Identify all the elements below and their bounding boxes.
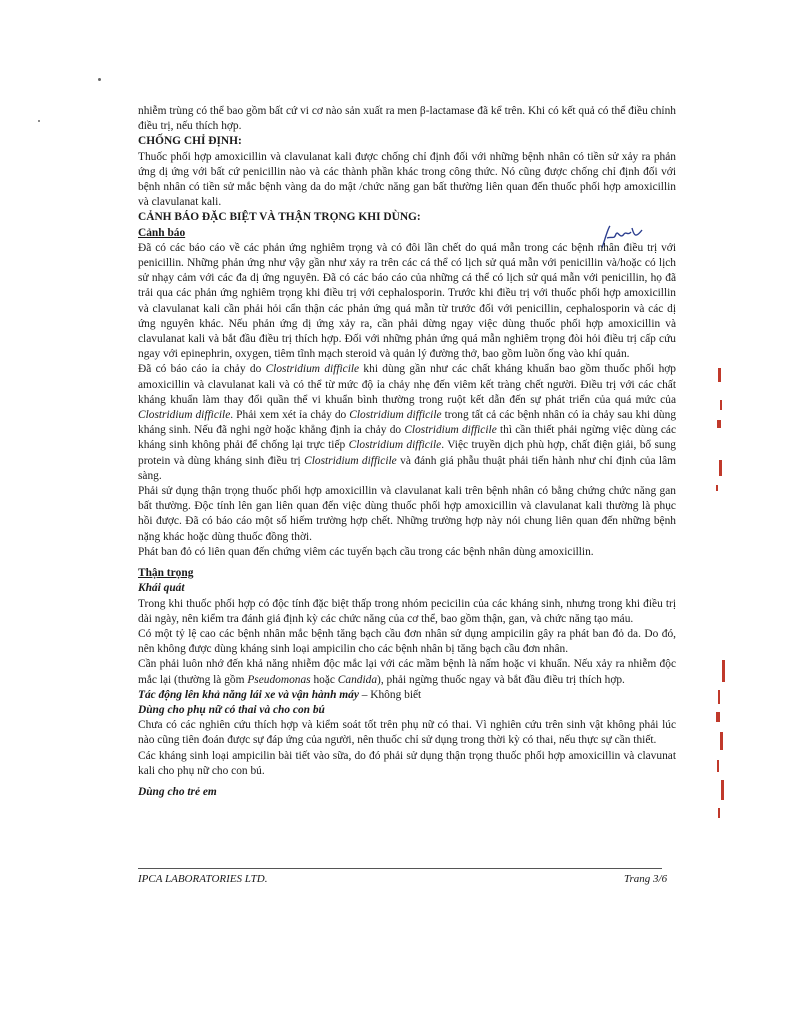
organism-name: Clostridium difficile xyxy=(304,454,397,467)
organism-name: Candida xyxy=(337,673,378,686)
organism-name: Clostridium difficile xyxy=(404,424,497,437)
contraindications-text: Thuốc phối hợp amoxicillin và clavulanat kali được chống chỉ định đối với những bệnh nhân có tiền sử xảy ra phản ứng dị ứng với bất cứ penicillin nào và các thành phần khác trong công thức. Nó cũng được chống chỉ định đối với bệnh nhân có tiền sử mắc bệnh vàng da do mật /chức năng gan bất thường liên quan đến thuốc phối hợp amoxicillin và clavulanat kali. xyxy=(138,150,676,209)
pregnancy-heading: Dùng cho phụ nữ có thai và cho con bú xyxy=(138,703,325,716)
scan-speck xyxy=(38,120,40,122)
warnings-paragraph-2 xyxy=(138,362,676,484)
organism-name: Clostridium difficile xyxy=(348,439,442,452)
pregnancy-paragraph-2: Các kháng sinh loại ampicilin bài tiết vào sữa, do đó phải sử dụng thận trọng thuốc phối hợp amoxicillin và clavunat kali cho phụ nữ cho con bú. xyxy=(138,749,676,777)
footer-company: IPCA LABORATORIES LTD. xyxy=(138,873,268,885)
warnings-subheading: Cảnh báo xyxy=(138,226,186,239)
footer-divider xyxy=(138,868,662,869)
text-run: thì cần thiết phải ngừng việc dùng các kháng sinh không phải để chống lại trực tiếp xyxy=(138,424,677,452)
general-paragraph-1: Trong khi thuốc phối hợp có độc tính đặc biệt thấp trong nhóm pecicilin của các kháng sinh, nhưng trong khi điều trị dài ngày, nên kiểm tra đánh giá định kỳ các chức năng của cơ thể, bao gồm thận, gan, và chức năng tạo máu. xyxy=(138,597,676,625)
text-run: . Việc truyền dịch phù hợp, chất điện giải, bổ sung protein và dùng kháng sinh điều trị xyxy=(138,439,676,467)
general-paragraph-3 xyxy=(138,657,676,687)
text-run: . Phải xem xét ỉa chảy do xyxy=(230,409,350,422)
text-run: Đã có báo cáo ỉa chảy do xyxy=(138,363,266,376)
pregnancy-paragraph-1: Chưa có các nghiên cứu thích hợp và kiểm soát tốt trên phụ nữ có thai. Vì nghiên cứu trên sinh vật không phải lúc nào cũng tiên đoán được sự đáp ứng của người, nên thuốc chỉ sử dụng trong thời kỳ có thai, nếu thực sự cần thiết. xyxy=(138,719,676,747)
stamp-marks xyxy=(708,360,738,840)
driving-text: – Không biết xyxy=(358,688,422,701)
contraindications-heading: CHỐNG CHỈ ĐỊNH: xyxy=(138,135,242,148)
footer-page-number: Trang 3/6 xyxy=(624,873,668,885)
text-run: hoặc xyxy=(310,673,338,686)
warnings-paragraph-1: Đã có các báo cáo về các phản ứng nghiêm trọng và có đôi lần chết do quá mẫn trong các bệnh nhân điều trị với penicillin. Những phản ứng như vậy gần như xảy ra trên các cá thể có lịch sử quá mẫn với penicillin và/hoặc có lịch sử nhạy cảm với các đa dị ứng nguyên. Đã có các báo cáo của những cá thể có lịch sử quá mẫn với penicillin, họ đã trải qua các phản ứng nghiêm trọng khi điều trị với cephalosporin. Trước khi điều trị với thuốc phối hợp amoxicillin và clavulanat kali cần phải hỏi cẩn thận các phản ứng quá mẫn từ trước đối với penicillin, cephalosporin và các dị ứng nguyên khác. Nếu phản ứng dị ứng xảy ra, cần phải dừng ngay việc dùng thuốc phối hợp amoxicillin và clavulanat kali và bắt đầu điều trị thích hợp. Đối với những phản ứng quá mẫn nghiêm trọng đòi hỏi điều trị cấp cứu ngay với epinephrin, oxygen, tiêm tĩnh mạch steroid và quản lý đường thở, bao gồm luồn ống vào khí quản. xyxy=(138,241,676,361)
text-run: Cần phải luôn nhớ đến khả năng nhiễm độc mắc lại với các mầm bệnh là nấm hoặc vi khuẩn. Nếu xảy ra nhiễm độc mắc lại (thường là gồm xyxy=(138,658,676,686)
text-run: trong tất cả các bệnh nhân có ỉa chảy sau khi dùng kháng sinh. Nếu đã nghi ngờ hoặc khẳng định ỉa chảy do xyxy=(138,409,677,437)
text-run: khi dùng gần như các chất kháng khuẩn bao gồm thuốc phối hợp amoxicillin và clavulanat kali và có thể từ mức độ ỉa chảy nhẹ đến viêm kết tràng chết người. Điều trị với các chất kháng khuẩn làm thay đổi quần thể vi khuẩn bình thường trong ruột kết dẫn đến sự phát triển của quá mức của xyxy=(138,363,676,406)
text-run: và đánh giá phẫu thuật phải tiến hành như chỉ định của lâm sàng. xyxy=(138,454,677,482)
organism-name: Pseudomonas xyxy=(247,673,311,686)
page-content xyxy=(138,104,676,800)
driving-heading: Tác động lên khả năng lái xe và vận hành máy xyxy=(138,688,359,701)
text-run: ), phải ngừng thuốc ngay và bắt đầu điều trị thích hợp. xyxy=(377,673,625,686)
warnings-heading: CẢNH BÁO ĐẶC BIỆT VÀ THẬN TRỌNG KHI DÙNG: xyxy=(138,211,421,224)
general-heading: Khái quát xyxy=(138,582,185,595)
warnings-paragraph-3: Phải sử dụng thận trọng thuốc phối hợp amoxicillin và clavulanat kali trên bệnh nhân có bằng chứng chức năng gan bất thường. Độc tính lên gan liên quan đến việc dùng thuốc phối hợp amoxicillin và clavulanat kali thường là phục hồi được. Đã có báo cáo một số hiếm trường hợp chết. Những trường hợp này nói chung liên quan đến những bệnh nặng khác hoặc dùng thuốc đồng thời. xyxy=(138,485,676,543)
precautions-subheading: Thận trọng xyxy=(138,567,194,580)
intro-paragraph: nhiễm trùng có thể bao gồm bất cứ vi cơ nào sản xuất ra men β-lactamase đã kể trên. Khi có kết quả có thể điều chỉnh điều trị, nếu thích hợp. xyxy=(138,105,676,133)
general-paragraph-2: Có một tỷ lệ cao các bệnh nhân mắc bệnh tăng bạch cầu đơn nhân sử dụng ampicilin gây ra phát ban đỏ da. Do đó, nên không được dùng kháng sinh loại ampicilin cho các bệnh nhân bị tăng bạch cầu đơn nhân. xyxy=(138,627,676,656)
organism-name: Clostridium difficile xyxy=(138,409,231,422)
organism-name: Clostridium difficile xyxy=(349,409,442,422)
warnings-paragraph-4: Phát ban đỏ có liên quan đến chứng viêm các tuyến bạch cầu trong các bệnh nhân dùng amoxicillin. xyxy=(138,545,594,558)
scan-speck xyxy=(98,78,101,81)
driving-line xyxy=(138,688,676,703)
children-heading: Dùng cho trẻ em xyxy=(138,785,217,798)
organism-name: Clostridium difficile xyxy=(265,363,360,376)
